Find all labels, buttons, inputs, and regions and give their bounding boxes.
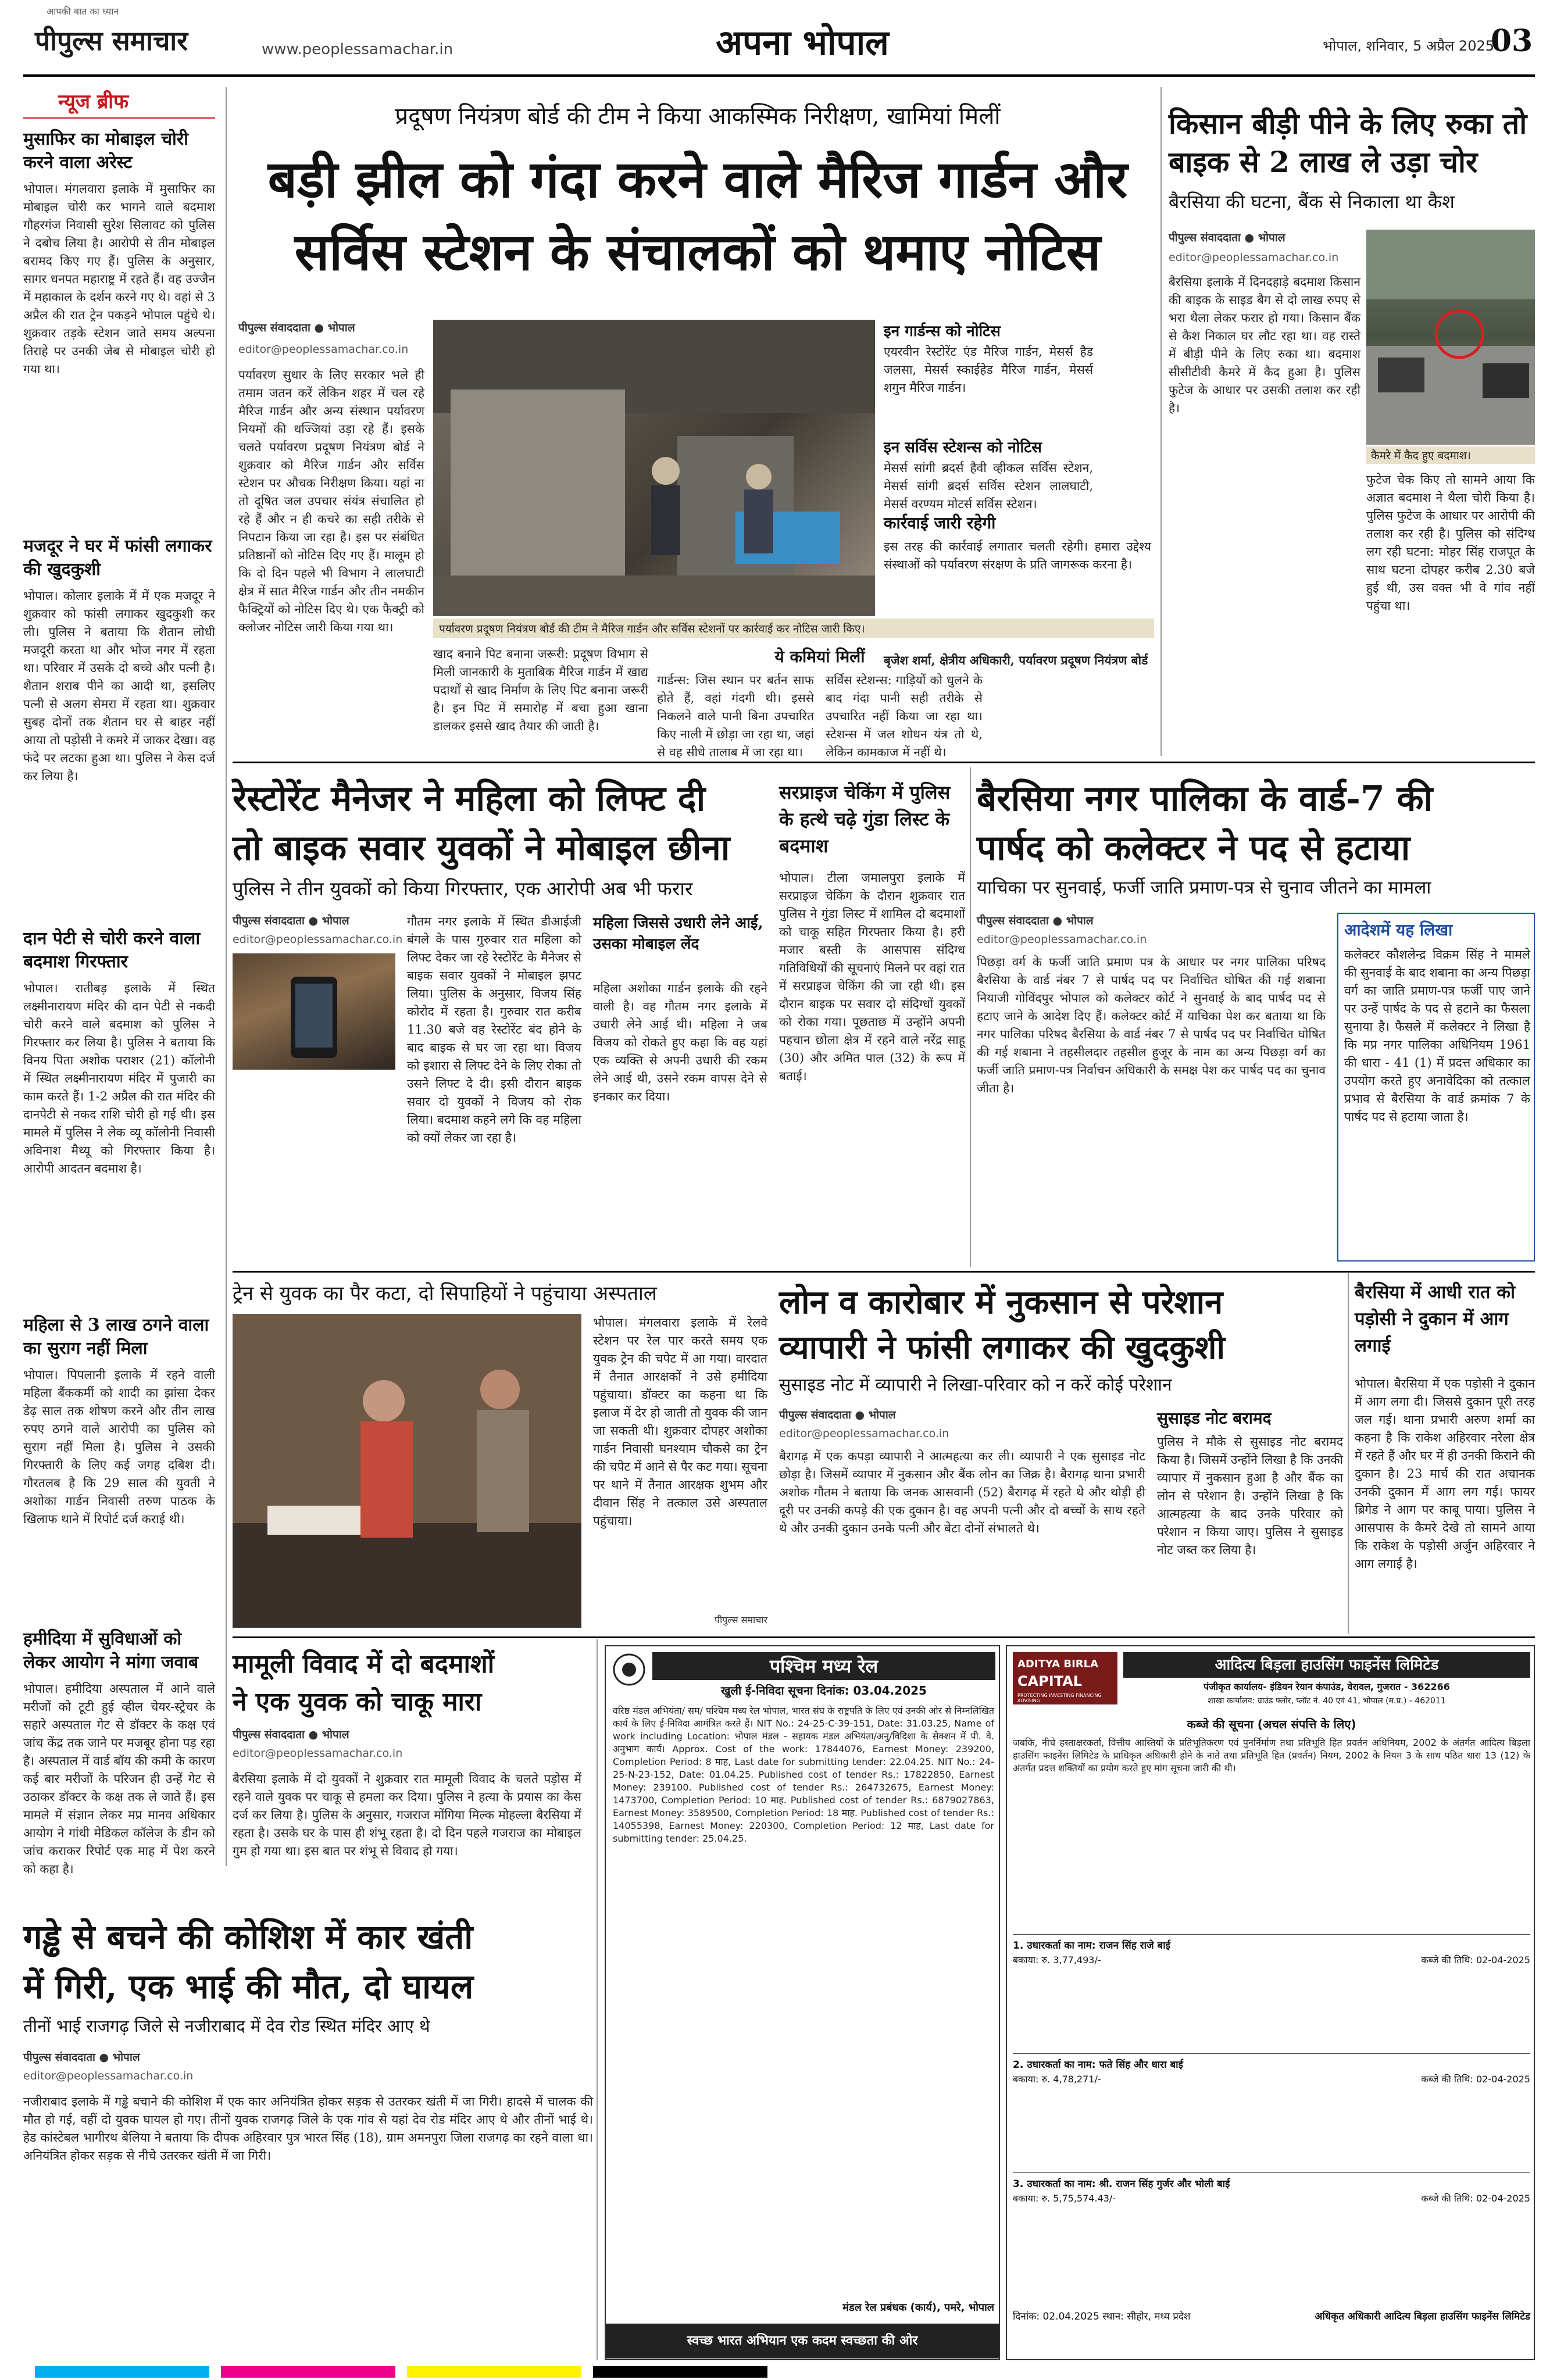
restaurant-body: गौतम नगर इलाके में स्थित डीआईजी बंगले के पास गुरुवार रात महिला को लिफ्ट देकर जा रहे रेस्टोरेंट के मैनेजर से बाइक सवार युवकों ने मोबाइल झपट लिया। पुलिस के अनुसार, विजय सिंह कोरोद में रहता है। गुरुवार रात करीब 11.30 बजे वह रेस्टोरेंट बंद होने के बाद बाइक से घर जा रहा था। विजय को इशारा से लिफ्ट देने के लिए रोका तो उसने लिफ्ट दे दी। इसी दौरान बाइक सवार दो युवकों ने विजय को रोक लिया। बदमाश कहने लगे कि वह महिला को क्यों लेकर जा रहा है।: [407, 914, 581, 1145]
column-rule: [226, 87, 227, 1866]
lead-headline-2: सर्विस स्टेशन के संचालकों को थमाए नोटिस: [294, 221, 1101, 282]
knife-body: बैरसिया इलाके में दो युवकों ने शुक्रवार रात मामूली विवाद के चलते पड़ोस में रहने वाले युवक पर चाकू से हमला कर दिया। पुलिस ने हत्या के प्रयास का केस दर्ज कर लिया है। पुलिस के अनुसार, गजराज मोंगिया मिल्क मोहल्ला बैरसिया में रहता है। उसके घर के पास ही शंभू रहता है। दो दिन पहले गजराज का मोबाइल गुम हो गया था। इस बात पर शंभू से विवाद हो गया।: [233, 1772, 581, 1858]
lead-body: पर्यावरण सुधार के लिए सरकार भले ही तमाम जतन करें लेकिन शहर में चल रहे मैरिज गार्डन और अन्य संस्थान पर्यावरण नियमों की धज्जियां उड़ा रहे हैं। इसके चलते पर्यावरण प्रदूषण नियंत्रण बोर्ड ने शुक्रवार को मैरिज गार्डन और सर्विस स्टेशन पर औचक निरीक्षण किया। यहां ना तो दूषित जल उपचार संयंत्र संचालित हो रहे हैं और न ही कचरे का सही तरीके से निपटान किया जा रहा है। इस पर संबंधित प्रतिष्ठानों को नोटिस दिए गए हैं। मालूम हो कि दो दिन पहले भी विभाग ने लालघाटी क्षेत्र में सात मैरिज गार्डन और तीन नमकीन फैक्ट्रियों को नोटिस दिए थे। एक फैक्ट्री को क्लोजर नोटिस जारी किया गया था।: [238, 368, 424, 634]
trader-body: बैरागढ़ में एक कपड़ा व्यापारी ने आत्महत्या कर ली। व्यापारी ने एक सुसाइड नोट छोड़ा है। जिसमें व्यापार में नुकसान और बैंक लोन का जिक्र है। बैरागढ़ थाना प्रभारी अशोक गौतम ने बताया कि जनक आसवानी (52) बैरागढ़ में रहते थे और थोड़ी ही दूरी पर उनकी कपड़े की एक दुकान है। वह अपनी पत्नी और दो बच्चों के साथ रहते थे और उनकी दुकान उनके पत्नी और बेटा दोनों संभालते थे।: [779, 1449, 1145, 1535]
suicide-note-box: [1157, 1407, 1343, 1628]
trader-suicide-story: [779, 1273, 1343, 1634]
railway-body: वरिष्ठ मंडल अभियंता/ सम/ पश्चिम मध्य रेल भोपाल, भारत संघ के राष्ट्रपति के लिए एवं उनकी ओर से निम्नलिखित कार्य के लिए ई-निविदा आमंत्रित करते हैं। NIT No.: 24-25-C-39-151, Date: 31.03.25, Name of work including Location: भोपाल मंडल - सहायक मंडल अभियंता/अनु/विदिशा के सेक्शन में पी. वे. अनुभाग कार्य। Approx. Cost of the work: 17844076, Earnest Money: 239200, Completion Period: 8 माह, Last date for submitting tender: 22.04.25. NIT No.: 24-25-N-23-152, Date: 01.04.25. Published cost of tender Rs.: 17822850, Earnest Money: 239100. Published cost of tender Rs.: 264732675, Earnest Money: 1473700, Completion Period: 10 माह. Published cost of tender Rs.: 6879027863, Earnest Money: 3589500, Completion Period: 18 माह. Published cost of tender Rs.: 14055398, Earnest Money: 220300, Completion Period: 12 माह, Last date for submitting tender: 25.04.25.: [613, 1705, 994, 1844]
ward-body: पिछड़ा वर्ग के फर्जी जाति प्रमाण पत्र के आधार पर नगर पालिका परिषद बैरसिया के वार्ड नंबर 7 से पार्षद पद पर निर्वाचित घोषित की गई शबाना नियाजी गोविंदपुर भोपाल को कलेक्टर कोर्ट ने सुनवाई के बाद पार्षद पद से हटाए जाने के आदेश दिए हैं। कलेक्टर कोर्ट में याचिका पेश कर बताया था कि नगर पालिका परिषद बैरसिया के वार्ड नंबर 7 से पार्षद पद पर निर्वाचित घोषित की गई शबाना ने तहसीलदार तहसील हुजूर के नाम का अन्य पिछड़ा वर्ग का फर्जी जाति प्रमाण-पत्र निर्वाचन अधिकारी के समक्ष पेश कर पार्षद पद का चुनाव जीता है।: [977, 955, 1326, 1095]
borrower-3-date: कब्जे की तिथि: 02-04-2025: [1421, 2193, 1530, 2204]
borrower-3: [1013, 2172, 1530, 2300]
divider: [23, 117, 215, 119]
dateline: भोपाल, शनिवार, 5 अप्रैल 2025: [1323, 38, 1494, 54]
aditya-title: आदित्य बिड़ला हाउसिंग फाइनेंस लिमिटेड: [1123, 1652, 1530, 1678]
bike-theft-subhead: बैरसिया की घटना, बैंक से निकाला था कैश: [1169, 191, 1455, 213]
aditya-logo: [1013, 1652, 1117, 1704]
cctv-caption: कैमरे में कैद हुए बदमाश।: [1366, 446, 1535, 464]
bike-theft-email[interactable]: editor@peoplessamachar.co.in: [1169, 251, 1339, 264]
news-brief-column: [23, 87, 221, 1622]
restaurant-email[interactable]: editor@peoplessamachar.co.in: [233, 933, 403, 946]
lead-headline-1: बड़ी झील को गंदा करने वाले मैरिज गार्डन और: [267, 149, 1128, 209]
surprise-check-story: [779, 767, 965, 1267]
order-box-title: आदेशमें यह लिखा: [1344, 920, 1453, 939]
surprise-check-headline: सरप्राइज चेकिंग में पुलिस के हत्थे चढ़े गुंडा लिस्ट के बदमाश: [779, 781, 951, 857]
action-attrib: बृजेश शर्मा, क्षेत्रीय अधिकारी, पर्यावरण प्रदूषण नियंत्रण बोर्ड: [884, 653, 1148, 667]
shop-fire-story: [1355, 1273, 1535, 1634]
train-story: [233, 1273, 767, 1634]
registration-strip-cyan: [35, 2366, 209, 2378]
aditya-signature: अधिकृत अधिकारी आदित्य बिड़ला हाउसिंग फाइनेंस लिमिटेड: [1315, 2311, 1530, 2322]
cctv-scene-image: [1366, 230, 1535, 445]
accident-headline-2: में गिरी, एक भाई की मौत, दो घायल: [23, 1967, 474, 2006]
trader-subhead: सुसाइड नोट में व्यापारी ने लिखा-परिवार को न करें कोई परेशान: [779, 1375, 1172, 1395]
railway-tender-ad: [605, 1645, 1000, 2360]
train-body: भोपाल। मंगलवारा इलाके में रेलवे स्टेशन पर रेल पार करते समय एक युवक ट्रेन की चपेट में आ गया। वारदात में तैनात आरक्षकों ने उसे हमीदिया पहुंचाया। डॉक्टर का कहना था कि इलाज में देर हो जाती तो युवक की जान जा सकती थी। शुक्रवार दोपहर अशोका गार्डन निवासी घनश्याम चौकसे का ट्रेन की चपेट में आने से पैर कट गया। सूचना पर थाने में तैनात आरक्षक शुभम और दीवान सिंह ने तत्काल उसे अस्पताल पहुंचाया।: [593, 1316, 767, 1528]
knife-headline-2: ने एक युवक को चाकू मारा: [233, 1687, 482, 1717]
news-brief-heading: न्यूज ब्रीफ: [58, 90, 129, 113]
action-title: कार्रवाई जारी रहेगी: [884, 513, 996, 533]
accident-subhead: तीनों भाई राजगढ़ जिले से नजीराबाद में देव रोड स्थित मंदिर आए थे: [23, 2016, 430, 2036]
brief-4-title: महिला से 3 लाख ठगने वाला का सुराग नहीं मिला: [23, 1315, 209, 1359]
borrower-3-amount: बकाया: रु. 5,75,574.43/-: [1013, 2193, 1116, 2204]
borrower-3-name: 3. उधारकर्ता का नाम: श्री. राजन सिंह गुर्जर और भोली बाई: [1013, 2178, 1230, 2190]
railway-signature: मंडल रेल प्रबंधक (कार्य), पमरे, भोपाल: [842, 2302, 994, 2314]
borrower-1-name: 1. उधारकर्ता का नाम: राजन सिंह राजे बाई: [1013, 1940, 1171, 1952]
ward-email[interactable]: editor@peoplessamachar.co.in: [977, 933, 1147, 946]
restaurant-photo: [233, 953, 395, 1070]
restaurant-story: [233, 767, 767, 1267]
car-accident-story: [23, 1907, 593, 2360]
registration-strip-black: [593, 2366, 767, 2378]
restaurant-subhead: पुलिस ने तीन युवकों को किया गिरफ्तार, एक आरोपी अब भी फरार: [233, 877, 693, 900]
trader-headline-2: व्यापारी ने फांसी लगाकर की खुदकुशी: [779, 1328, 1226, 1367]
phone-hand-image: [233, 953, 395, 1070]
section-rule: [233, 1636, 1535, 1638]
knife-email[interactable]: editor@peoplessamachar.co.in: [233, 1747, 403, 1760]
train-photo-credit: पीपुल्स समाचार: [714, 1614, 767, 1625]
brief-4-body: भोपाल। पिपलानी इलाके में रहने वाली महिला बैंककर्मी को शादी का झांसा देकर डेढ़ साल तक शोषण करने और तीन लाख रुपए ठगने वाले आरोपी का पुलिस को सुराग नहीं मिला है। पुलिस ने उसकी गिरफ्तारी के लिए कई जगह दबिश दी। गौरतलब है कि 29 साल की युवती ने अशोका गार्डन निवासी तरुण पाठक के खिलाफ थाने में रिपोर्ट दर्ज कराई थी।: [23, 1368, 215, 1526]
railway-header: पश्चिम मध्य रेल: [652, 1652, 995, 1680]
lead-photo-caption: पर्यावरण प्रदूषण नियंत्रण बोर्ड की टीम ने मैरिज गार्डन और सर्विस स्टेशनों पर कार्रवाई कर नोटिस जारी किए।: [433, 619, 1154, 638]
accident-byline: पीपुल्स संवाददाता ● भोपाल: [23, 2051, 140, 2064]
aditya-logo-line1: ADITYA BIRLA: [1017, 1658, 1099, 1670]
registration-strip-yellow: [407, 2366, 581, 2378]
borrower-2-amount: बकाया: रु. 4,78,271/-: [1013, 2074, 1101, 2085]
brief-3-body: भोपाल। रातीबड़ इलाके में स्थित लक्ष्मीनारायण मंदिर की दान पेटी से नकदी चोरी करने वाले बदमाश को पुलिस ने गिरफ्तार कर लिया है। पुलिस ने बताया कि विनय पिता अशोक पराशर (21) कॉलोनी में स्थित लक्ष्मीनारायण मंदिर में पुजारी का काम करते हैं। 1-2 अप्रैल की रात मंदिर की दानपेटी से नकद राशि चोरी हो गई थी। इस मामले में पुलिस ने लेक व्यू कॉलोनी निवासी अविनाश मैथ्यू को गिरफ्तार किया है। आरोपी आदतन बदमाश है।: [23, 981, 215, 1175]
brief-1-body: भोपाल। मंगलवारा इलाके में मुसाफिर का मोबाइल चोरी कर भागने वाले बदमाश गौहरगंज निवासी सुरेश सिलावट को पुलिस ने दबोच लिया है। आरोपी से तीन मोबाइल बरामद किए गए हैं। पुलिस के अनुसार, सागर धनपत महाराष्ट्र में रहते हैं। वह उज्जैन में महाकाल के दर्शन करने गए थे। वहां से 3 अप्रैल की रात ट्रेन पकड़ने भोपाल पहुंचे थे। शुक्रवार तड़के स्टेशन जाते समय अल्पना तिराहे पर उनकी जेब से मोबाइल चोरी हो गया था।: [23, 182, 215, 376]
aditya-notice-body: जबकि, नीचे हस्ताक्षरकर्ता, वित्तीय आस्तियों के प्रतिभूतिकरण एवं पुनर्निर्माण तथा प्रतिभूति हित प्रवर्तन अधिनियम, 2002 के अंतर्गत आदित्य बिड़ला हाउसिंग फाइनेंस लिमिटेड के प्राधिकृत अधिकारी होने के नाते तथा प्रतिभूति हित (प्रवर्तन) नियम, 2002 के नियम 3 के साथ पठित धारा 13 (12) के अंतर्गत प्रदत्त शक्तियों का प्रयोग करते हुए मांग सूचना जारी की थी।: [1013, 1737, 1530, 1774]
masthead: [0, 0, 1557, 76]
registration-strip-magenta: [221, 2366, 395, 2378]
accident-email[interactable]: editor@peoplessamachar.co.in: [23, 2070, 194, 2082]
lead-kicker: प्रदूषण नियंत्रण बोर्ड की टीम ने किया आकस्मिक निरीक्षण, खामियां मिलीं: [395, 103, 1001, 130]
ward-headline-1: बैरसिया नगर पालिका के वार्ड-7 की: [977, 778, 1433, 819]
lender-box-body: महिला अशोका गार्डन इलाके की रहने वाली है। वह गौतम नगर इलाके में उधारी लेने आई थी। महिला ने जब विजय को रोकते हुए कहा कि वह यहां एक व्यक्ति से अपनी उधारी की रकम लेने आई थी, उसने रकम वापस देने से इनकार कर दिया।: [593, 981, 767, 1103]
notice-stations-title: इन सर्विस स्टेशन्स को नोटिस: [884, 439, 1042, 456]
knife-headline-1: मामूली विवाद में दो बदमाशों: [233, 1649, 495, 1679]
shop-fire-body: भोपाल। बैरसिया में एक पड़ोसी ने दुकान में आग लगा दी। जिससे दुकान पूरी तरह जल गई। थाना प्रभारी अरुण शर्मा का कहना है कि राकेश अहिरवार नरेला क्षेत्र में रहते हैं और घर में ही उनकी किराने की दुकान है। 23 मार्च की रात अचानक उनकी दुकान में आग लग गई। फायर ब्रिगेड ने आग पर काबू पाया। पुलिस ने आसपास के कैमरे देखे तो सामने आया कि राकेश के पड़ोसी अर्जुन अहिरवार ने आग लगाई है।: [1355, 1377, 1535, 1571]
notice-gardens-body: एयरवीन रेस्टोरेंट एंड मैरिज गार्डन, मेसर्स हैड जलसा, मेसर्स स्काईहेड मैरिज गार्डन, मेसर्स शगुन मैरिज गार्डन।: [884, 345, 1093, 395]
column-rule: [970, 767, 971, 1267]
lead-byline: पीपुल्स संवाददाता ● भोपाल: [238, 321, 355, 334]
notice-stations-body: मेसर्स सांगी ब्रदर्स हैवी व्हीकल सर्विस स्टेशन, मेसर्स सांगी ब्रदर्स सर्विस स्टेशन लालघाटी, मेसर्स वरण्यम मोटर्स सर्विस स्टेशन।: [884, 461, 1093, 511]
order-box-body: कलेक्टर कौशलेन्द्र विक्रम सिंह ने मामले की सुनवाई के बाद शबाना का अन्य पिछड़ा वर्ग का जाति प्रमाण-पत्र फर्जी पाए जाने पर उन्हें पार्षद के पद से हटाने का फैसला सुनाया है। फैसले में कलेक्टर ने लिखा है कि मप्र नगर पालिका अधिनियम 1961 की धारा - 41 (1) में प्रदत्त अधिकार का उपयोग करते हुए अनावेदिका को तत्काल प्रभाव से बैरसिया के वार्ड क्रमांक 7 के पार्षद पद से हटाया जाता है।: [1344, 948, 1530, 1124]
cctv-photo: [1366, 230, 1535, 445]
section-rule: [233, 762, 1535, 763]
shortcoming-garden: गार्डन्स: जिस स्थान पर बर्तन साफ होते हैं, वहां गंदगी थी। इससे निकलने वाले पानी बिना उपचारित किए नाली में छोड़ा जा रहा था, जहां से वह सीधे तालाब में जा रहा था।: [657, 673, 814, 759]
borrower-2: [1013, 2053, 1530, 2170]
lead-photo: [433, 320, 875, 616]
order-box: [1337, 913, 1535, 1262]
suicide-note-body: पुलिस ने मौके से सुसाइड नोट बरामद किया है। जिसमें उन्होंने लिखा है कि उनकी व्यापार में नुकसान हुआ है और बैंक का लोन से परेशान है। उन्होंने लिखा है कि आत्महत्या के बाद उनके परिवार को परेशान न किया जाए। पुलिस ने सुसाइड नोट जब्त कर लिया है।: [1157, 1435, 1343, 1557]
section-rule: [233, 1271, 1535, 1273]
ward-councillor-story: [977, 767, 1535, 1267]
borrower-2-name: 2. उधारकर्ता का नाम: फते सिंह और धारा बाई: [1013, 2059, 1183, 2071]
aditya-birla-notice: [1006, 1645, 1535, 2360]
knife-attack-story: [233, 1639, 581, 1907]
column-rule: [1160, 87, 1162, 756]
lender-box-title: महिला जिससे उधारी लेने आई, उसका मोबाइल लेंद: [593, 914, 763, 953]
borrower-2-date: कब्जे की तिथि: 02-04-2025: [1421, 2074, 1530, 2085]
railway-footer: स्वच्छ भारत अभियान एक कदम स्वच्छता की ओर: [606, 2324, 999, 2358]
ward-byline: पीपुल्स संवाददाता ● भोपाल: [977, 914, 1094, 927]
column-rule: [597, 1639, 598, 2360]
trader-email[interactable]: editor@peoplessamachar.co.in: [779, 1427, 949, 1440]
aditya-office: पंजीकृत कार्यालय- इंडियन रेयान कंपाउंड, वेरावल, गुजरात - 362266: [1204, 1681, 1450, 1692]
ward-subhead: याचिका पर सुनवाई, फर्जी जाति प्रमाण-पत्र से चुनाव जीतने का मामला: [977, 877, 1431, 898]
aditya-logo-tagline: PROTECTING INVESTING FINANCING ADVISING: [1017, 1693, 1102, 1703]
shortcomings-heading: ये कमियां मिलीं: [774, 647, 865, 666]
restaurant-headline-1: रेस्टोरेंट मैनेजर ने महिला को लिफ्ट दी: [233, 778, 706, 819]
brief-3-title: दान पेटी से चोरी करने वाला बदमाश गिरफ्तार: [23, 928, 201, 972]
action-quote: इस तरह की कार्रवाई लगातार चलती रहेगी। हमारा उद्देश्य संस्थाओं को पर्यावरण संरक्षण के प्रति जागरूक करना है।: [884, 539, 1151, 571]
brief-1-title: मुसाफिर का मोबाइल चोरी करने वाला अरेस्ट: [23, 129, 188, 173]
suicide-note-title: सुसाइड नोट बरामद: [1157, 1409, 1272, 1428]
action-continues: [884, 512, 1163, 756]
borrower-1: [1013, 1934, 1530, 2050]
trader-headline-1: लोन व कारोबार में नुकसान से परेशान: [779, 1283, 1223, 1321]
borrower-1-date: कब्जे की तिथि: 02-04-2025: [1421, 1954, 1530, 1966]
train-headline: ट्रेन से युवक का पैर कटा, दो सिपाहियों ने पहुंचाया अस्पताल: [233, 1282, 657, 1305]
page-number: 03: [1490, 23, 1533, 59]
borrower-1-amount: बकाया: रु. 3,77,493/-: [1013, 1954, 1101, 1966]
bike-theft-story: [1169, 87, 1535, 756]
accident-headline-1: गड्ढे से बचने की कोशिश में कार खंती: [23, 1917, 473, 1957]
surprise-check-body: भोपाल। टीला जमालपुरा इलाके में सरप्राइज चेकिंग के दौरान शुक्रवार रात पुलिस ने गुंडा लिस्ट में शामिल दो बदमाशों को चाकू सहित गिरफ्तार किया है। हरी मजार बस्ती के आसपास संदिग्ध गतिविधियों की सूचनाएं मिलने पर वहां रात में सरप्राइज चेकिंग की जा रही थी। इस दौरान बाइक पर सवार दो संदिग्धों युवकों को रोका गया। पूछताछ में उन्होंने अपनी पहचान छोला क्षेत्र में रहने वाले नरेंद्र साहू (30) और अमित पाल (32) के रूप में बताई।: [779, 871, 965, 1083]
aditya-branch: शाखा कार्यालय: ग्राउंड फ्लोर, प्लॉट नं. 40 एवं 41, भोपाल (म.प्र.) - 462011: [1208, 1696, 1446, 1706]
bike-theft-body: बैरसिया इलाके में दिनदहाड़े बदमाश किसान की बाइक के साइड बैग से दो लाख रुपए से भरा थैला लेकर फरार हो गया। किसान बैंक से कैश निकाल घर लौट रहा था। वह रास्ते में बीड़ी पीने के लिए रुका था। बदमाश सीसीटीवी कैमरे में कैद हुआ है। पुलिस फुटेज के आधार पर उसकी तलाश कर रही है।: [1169, 275, 1360, 415]
railway-subheader: खुली ई-निविदा सूचना दिनांक: 03.04.2025: [721, 1684, 927, 1698]
train-photo: [233, 1314, 581, 1628]
brief-2-body: भोपाल। कोलार इलाके में में एक मजदूर ने शुक्रवार को फांसी लगाकर खुदकुशी कर ली। पुलिस ने बताया कि शैतान लोधी मजदूरी करता था और भोज नगर में रहता था। परिवार में उसके दो बच्चे और पत्नी है। शैतान शराब पीने का आदी था, इसलिए पत्नी से अलग सेमरा में रहता था। शुक्रवार सुबह दोनों तक शैतान घर से बाहर नहीं आया तो पड़ोसी ने कमरे में जाकर देखा। वह फंदे पर लटका हुआ था। पुलिस ने केस दर्ज कर लिया है।: [23, 589, 215, 783]
masthead-rule: [23, 74, 1535, 77]
knife-byline: पीपुल्स संवाददाता ● भोपाल: [233, 1728, 349, 1741]
restaurant-byline: पीपुल्स संवाददाता ● भोपाल: [233, 914, 349, 927]
lender-box: [593, 913, 767, 1267]
lead-email[interactable]: editor@peoplessamachar.co.in: [238, 343, 409, 356]
aditya-notice-title: कब्जे की सूचना (अचल संपत्ति के लिए): [1187, 1717, 1356, 1731]
aditya-place-date: दिनांक: 02.04.2025 स्थान: सीहोर, मध्य प्रदेश: [1013, 2311, 1191, 2322]
ward-headline-2: पार्षद को कलेक्टर ने पद से हटाया: [977, 828, 1410, 869]
railway-logo-icon: [612, 1652, 647, 1687]
section-title: अपना भोपाल: [716, 23, 889, 63]
accident-body: नजीराबाद इलाके में गड्ढे बचाने की कोशिश में एक कार अनियंत्रित होकर सड़क से उतरकर खंती में जा गिरी। हादसे में चालक की मौत हो गई, वहीं दो युवक घायल हो गए। तीनों युवक राजगढ़ जिले के एक गांव से यहां देव रोड मंदिर आए थे और तीनों भाई थे। हेड कांस्टेबल भागीरथ बेलिया ने बताया कि दीपक अहिरवार पुत्र भारत सिंह (18), ग्राम अमनपुरा जिला राजगढ़ का रहने वाला था। अनियंत्रित होकर सड़क से नीचे उतरकर खंती में जा गिरी।: [23, 2095, 593, 2163]
column-rule: [1348, 1273, 1349, 1634]
restaurant-headline-2: तो बाइक सवार युवकों ने मोबाइल छीना: [233, 828, 730, 869]
lead-body-2: खाद बनाने पिट बनाना जरूरी: प्रदूषण विभाग से मिली जानकारी के मुताबिक मैरिज गार्डन में खाद्य पदार्थों से खाद निर्माण के लिए पिट बनाना जरूरी है। इन पिट में समारोह में बचा हुआ खाना डालकर इससे खाद तैयार की जाती है।: [433, 647, 648, 733]
trader-byline: पीपुल्स संवाददाता ● भोपाल: [779, 1409, 896, 1421]
masthead-website[interactable]: www.peoplessamachar.in: [262, 41, 453, 58]
brief-2-title: मजदूर ने घर में फांसी लगाकर की खुदकुशी: [23, 536, 212, 580]
bike-theft-body-2: फुटेज चेक किए तो सामने आया कि अज्ञात बदमाश ने थैला चोरी किया है। पुलिस फुटेज के आधार पर आरोपी की तलाश कर रही है। पुलिस को संदिग्ध लग रही घटना: मोहर सिंह राजपूत के साथ घटना दोपहर करीब 2.30 बजे हुई थी, उस वक्त भी वे गांव नहीं पहुंचा था।: [1366, 473, 1535, 613]
shortcoming-station: सर्विस स्टेशन्स: गाड़ियों को धुलने के बाद गंदा पानी सही तरीके से उपचारित नहीं किया जा रहा था। स्टेशन्स में जल शोधन यंत्र तो थे, लेकिन कामकाज में नहीं थे।: [826, 673, 983, 759]
bike-theft-byline: पीपुल्स संवाददाता ● भोपाल: [1169, 231, 1285, 244]
brief-5-title: हमीदिया में सुविधाओं को लेकर आयोग ने मांगा जवाब: [23, 1629, 199, 1673]
masthead-logo: पीपुल्स समाचार: [35, 25, 188, 56]
brief-5-body: भोपाल। हमीदिया अस्पताल में आने वाले मरीजों को टूटी हुई व्हील चेयर-स्ट्रेचर के सहारे अस्पताल गेट से डॉक्टर के कक्ष एवं जांच केंद्र तक जाने पर मजबूर होना पड़ रहा है। अस्पताल में वार्ड बॉय की कमी के कारण कई बार मरीजों के परिजन ही उन्हें गेट से उठाकर डॉक्टर के कक्ष तक ले जाते हैं। इस मामले में संज्ञान लेकर मप्र मानव अधिकार आयोग ने गांधी मेडिकल कॉलेज के डीन को जांच कराकर रिपोर्ट एक माह में पेश करने को कहा है।: [23, 1682, 215, 1876]
aditya-logo-line2: CAPITAL: [1017, 1673, 1083, 1689]
masthead-tagline: आपकी बात का ध्यान: [47, 6, 119, 17]
bike-theft-headline: किसान बीड़ी पीने के लिए रुका तो बाइक से 2 लाख ले उड़ा चोर: [1169, 106, 1527, 179]
shop-fire-headline: बैरसिया में आधी रात को पड़ोसी ने दुकान में आग लगाई: [1355, 1282, 1516, 1356]
garage-scene-image: [433, 320, 875, 616]
rescue-scene-image: [233, 1314, 581, 1628]
notice-gardens-title: इन गार्डन्स को नोटिस: [884, 323, 1001, 340]
news-brief-column-lower: [23, 1628, 221, 1876]
